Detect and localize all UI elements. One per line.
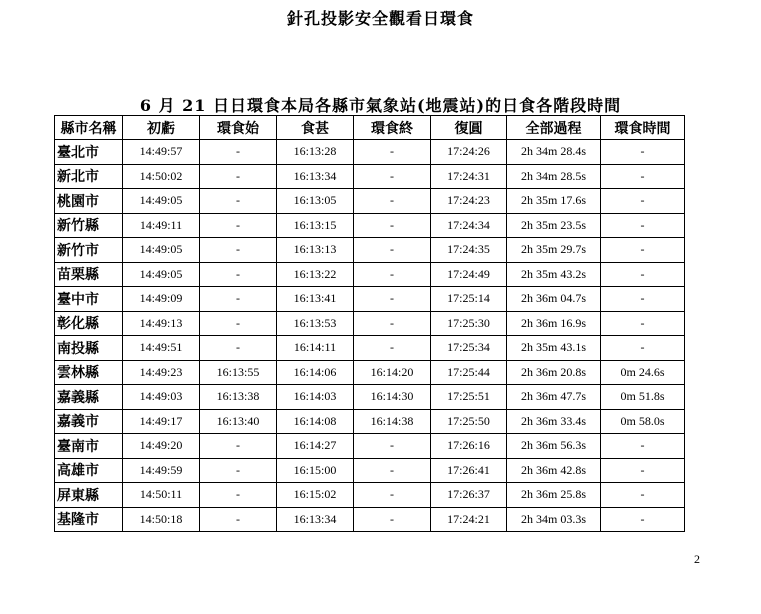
city-cell: 彰化縣 [55,311,123,336]
maximum-cell: 16:13:13 [277,238,354,263]
city-cell: 苗栗縣 [55,262,123,287]
table-title: 6 月 21 日日環食本局各縣市氣象站(地震站)的日食各階段時間 [139,96,622,115]
annular-duration-cell: - [601,483,685,508]
maximum-cell: 16:14:11 [277,336,354,361]
annular-start-cell: - [200,507,277,532]
last-contact-cell: 17:24:23 [431,189,507,214]
city-cell: 嘉義市 [55,409,123,434]
annular-start-cell: - [200,238,277,263]
first-contact-cell: 14:49:05 [123,262,200,287]
table-row [55,189,685,214]
maximum-cell: 16:14:08 [277,409,354,434]
annular-end-cell: - [354,189,431,214]
annular-end-cell: - [354,507,431,532]
annular-end-cell: - [354,287,431,312]
first-contact-cell: 14:49:09 [123,287,200,312]
table-row [55,458,685,483]
annular-start-cell: 16:13:40 [200,409,277,434]
document-title: 針孔投影安全觀看日環食 [286,9,474,28]
table-row [55,164,685,189]
city-cell: 嘉義縣 [55,385,123,410]
last-contact-cell: 17:24:31 [431,164,507,189]
annular-duration-cell: - [601,311,685,336]
first-contact-cell: 14:49:17 [123,409,200,434]
first-contact-cell: 14:50:18 [123,507,200,532]
header-row [55,116,685,140]
last-contact-cell: 17:25:44 [431,360,507,385]
last-contact-cell: 17:24:26 [431,140,507,165]
last-contact-cell: 17:24:49 [431,262,507,287]
first-contact-cell: 14:49:03 [123,385,200,410]
annular-end-cell: - [354,238,431,263]
header-first-contact: 初虧 [123,116,200,140]
first-contact-cell: 14:49:11 [123,213,200,238]
table-row [55,238,685,263]
annular-end-cell: - [354,434,431,459]
city-cell: 新竹縣 [55,213,123,238]
annular-end-cell: 16:14:20 [354,360,431,385]
last-contact-cell: 17:26:41 [431,458,507,483]
annular-start-cell: - [200,287,277,312]
city-cell: 桃園市 [55,189,123,214]
last-contact-cell: 17:25:30 [431,311,507,336]
last-contact-cell: 17:25:51 [431,385,507,410]
maximum-cell: 16:15:02 [277,483,354,508]
total-duration-cell: 2h 36m 20.8s [507,360,601,385]
annular-duration-cell: - [601,262,685,287]
last-contact-cell: 17:25:14 [431,287,507,312]
city-cell: 屏東縣 [55,483,123,508]
total-duration-cell: 2h 34m 28.4s [507,140,601,165]
first-contact-cell: 14:49:13 [123,311,200,336]
maximum-cell: 16:13:34 [277,507,354,532]
first-contact-cell: 14:49:59 [123,458,200,483]
first-contact-cell: 14:50:02 [123,164,200,189]
city-cell: 臺南市 [55,434,123,459]
maximum-cell: 16:13:41 [277,287,354,312]
first-contact-cell: 14:49:05 [123,238,200,263]
annular-end-cell: - [354,458,431,483]
total-duration-cell: 2h 35m 43.2s [507,262,601,287]
table-row [55,287,685,312]
annular-start-cell: - [200,336,277,361]
annular-end-cell: 16:14:38 [354,409,431,434]
annular-duration-cell: - [601,287,685,312]
total-duration-cell: 2h 36m 47.7s [507,385,601,410]
page-number: 2 [694,552,700,566]
maximum-cell: 16:14:27 [277,434,354,459]
table-row [55,360,685,385]
total-duration-cell: 2h 35m 29.7s [507,238,601,263]
table-row [55,336,685,361]
total-duration-cell: 2h 34m 03.3s [507,507,601,532]
last-contact-cell: 17:24:34 [431,213,507,238]
table-row [55,262,685,287]
annular-start-cell: - [200,458,277,483]
table-row [55,140,685,165]
annular-duration-cell: 0m 58.0s [601,409,685,434]
total-duration-cell: 2h 36m 25.8s [507,483,601,508]
table-row [55,483,685,508]
total-duration-cell: 2h 35m 23.5s [507,213,601,238]
table-row [55,434,685,459]
first-contact-cell: 14:50:11 [123,483,200,508]
annular-start-cell: - [200,213,277,238]
annular-end-cell: - [354,164,431,189]
header-total-duration: 全部過程 [507,116,601,140]
annular-duration-cell: - [601,189,685,214]
annular-duration-cell: - [601,434,685,459]
header-annular-start: 環食始 [200,116,277,140]
first-contact-cell: 14:49:20 [123,434,200,459]
annular-start-cell: - [200,262,277,287]
total-duration-cell: 2h 35m 17.6s [507,189,601,214]
total-duration-cell: 2h 36m 33.4s [507,409,601,434]
maximum-cell: 16:14:06 [277,360,354,385]
annular-duration-cell: 0m 51.8s [601,385,685,410]
header-last-contact: 復圓 [431,116,507,140]
annular-duration-cell: - [601,238,685,263]
table-row [55,507,685,532]
annular-start-cell: - [200,189,277,214]
maximum-cell: 16:13:22 [277,262,354,287]
maximum-cell: 16:13:34 [277,164,354,189]
annular-start-cell: - [200,311,277,336]
city-cell: 新北市 [55,164,123,189]
maximum-cell: 16:13:15 [277,213,354,238]
eclipse-times-table [54,115,685,532]
first-contact-cell: 14:49:51 [123,336,200,361]
annular-start-cell: 16:13:55 [200,360,277,385]
city-cell: 臺北市 [55,140,123,165]
total-duration-cell: 2h 36m 04.7s [507,287,601,312]
annular-duration-cell: - [601,458,685,483]
total-duration-cell: 2h 36m 56.3s [507,434,601,459]
maximum-cell: 16:13:28 [277,140,354,165]
city-cell: 南投縣 [55,336,123,361]
annular-start-cell: 16:13:38 [200,385,277,410]
last-contact-cell: 17:25:34 [431,336,507,361]
total-duration-cell: 2h 34m 28.5s [507,164,601,189]
first-contact-cell: 14:49:05 [123,189,200,214]
maximum-cell: 16:13:53 [277,311,354,336]
annular-end-cell: - [354,336,431,361]
first-contact-cell: 14:49:23 [123,360,200,385]
annular-end-cell: 16:14:30 [354,385,431,410]
header-city: 縣市名稱 [55,116,123,140]
city-cell: 高雄市 [55,458,123,483]
last-contact-cell: 17:26:16 [431,434,507,459]
header-maximum: 食甚 [277,116,354,140]
annular-start-cell: - [200,434,277,459]
annular-end-cell: - [354,213,431,238]
annular-duration-cell: - [601,336,685,361]
annular-duration-cell: - [601,164,685,189]
total-duration-cell: 2h 36m 42.8s [507,458,601,483]
table-row [55,213,685,238]
city-cell: 臺中市 [55,287,123,312]
annular-start-cell: - [200,140,277,165]
annular-duration-cell: - [601,213,685,238]
table-row [55,409,685,434]
total-duration-cell: 2h 35m 43.1s [507,336,601,361]
annular-start-cell: - [200,483,277,508]
city-cell: 新竹市 [55,238,123,263]
annular-duration-cell: - [601,140,685,165]
last-contact-cell: 17:24:21 [431,507,507,532]
last-contact-cell: 17:24:35 [431,238,507,263]
last-contact-cell: 17:25:50 [431,409,507,434]
annular-end-cell: - [354,262,431,287]
annular-end-cell: - [354,483,431,508]
header-annular-end: 環食終 [354,116,431,140]
annular-start-cell: - [200,164,277,189]
city-cell: 雲林縣 [55,360,123,385]
table-body [55,140,685,532]
total-duration-cell: 2h 36m 16.9s [507,311,601,336]
annular-duration-cell: - [601,507,685,532]
table-row [55,385,685,410]
table-row [55,311,685,336]
annular-end-cell: - [354,140,431,165]
maximum-cell: 16:15:00 [277,458,354,483]
header-annular-duration: 環食時間 [601,116,685,140]
maximum-cell: 16:13:05 [277,189,354,214]
first-contact-cell: 14:49:57 [123,140,200,165]
annular-end-cell: - [354,311,431,336]
city-cell: 基隆市 [55,507,123,532]
maximum-cell: 16:14:03 [277,385,354,410]
annular-duration-cell: 0m 24.6s [601,360,685,385]
last-contact-cell: 17:26:37 [431,483,507,508]
